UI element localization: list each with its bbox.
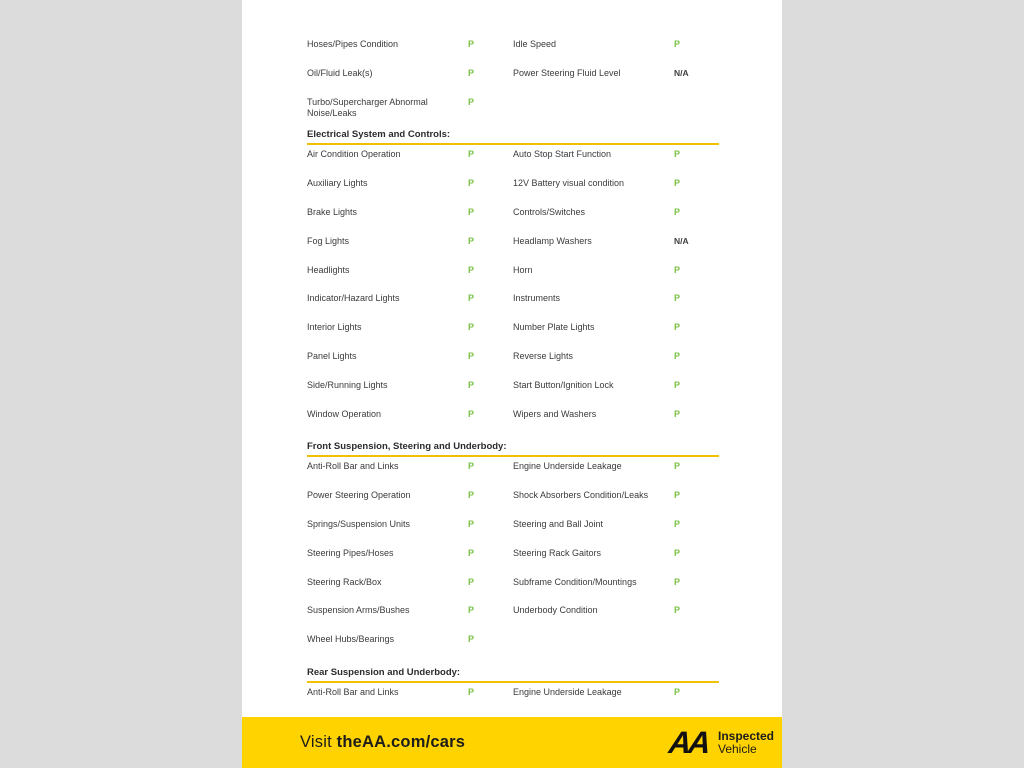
check-item-label: Wheel Hubs/Bearings xyxy=(307,634,395,645)
check-item-label: Headlights xyxy=(307,264,350,275)
check-item-label: Engine Underside Leakage xyxy=(513,686,622,697)
check-status-pass: P xyxy=(674,408,681,419)
check-item-label: Auto Stop Start Function xyxy=(513,149,612,160)
check-item-label: Air Condition Operation xyxy=(307,149,401,160)
check-status-pass: P xyxy=(468,576,475,587)
checklist-row xyxy=(307,205,719,234)
check-status-pass: P xyxy=(468,264,475,275)
check-status-pass: P xyxy=(468,408,475,419)
check-status-pass: P xyxy=(674,518,681,529)
check-item-label: Subframe Condition/Mountings xyxy=(513,576,637,587)
badge-title: Inspected xyxy=(717,728,774,743)
checklist-row xyxy=(307,517,719,546)
check-status-pass: P xyxy=(674,178,681,189)
checklist-row xyxy=(307,176,719,205)
check-item-label: Shock Absorbers Condition/Leaks xyxy=(513,490,649,501)
check-item-label: Anti-Roll Bar and Links xyxy=(307,686,399,697)
checklist-row xyxy=(307,349,719,378)
check-item-label: Brake Lights xyxy=(307,206,358,217)
badge-subtitle: Vehicle xyxy=(717,741,757,756)
footer-bar xyxy=(242,717,782,768)
check-item-label: Power Steering Operation xyxy=(307,490,411,501)
checklist-row xyxy=(307,685,719,714)
check-status-pass: P xyxy=(674,490,681,501)
check-status-pass: P xyxy=(468,178,475,189)
checklist-row xyxy=(307,95,719,124)
check-item-label: Number Plate Lights xyxy=(513,322,595,333)
check-item-label: Fog Lights xyxy=(307,235,350,246)
check-item-label: Idle Speed xyxy=(513,39,557,49)
check-item-label: Power Steering Fluid Level xyxy=(513,67,621,78)
check-item-label: Engine Underside Leakage xyxy=(513,461,622,472)
check-item-label: Panel Lights xyxy=(307,350,357,361)
check-status-pass: P xyxy=(674,686,681,697)
check-status-pass: P xyxy=(674,379,681,390)
check-item-label: Anti-Roll Bar and Links xyxy=(307,461,399,472)
check-item-label: Instruments xyxy=(513,293,561,304)
checklist-row xyxy=(307,488,719,517)
check-status-pass: P xyxy=(468,67,475,78)
check-status-pass: P xyxy=(468,518,475,529)
checklist-row xyxy=(307,546,719,575)
check-item-label: Auxiliary Lights xyxy=(307,178,368,189)
checklist-row xyxy=(307,147,719,176)
check-item-label: Reverse Lights xyxy=(513,350,574,361)
check-status-pass: P xyxy=(468,686,475,697)
checklist-row xyxy=(307,37,719,66)
check-status-pass: P xyxy=(674,576,681,587)
check-item-label: Indicator/Hazard Lights xyxy=(307,293,400,304)
check-status-na: N/A xyxy=(674,67,689,78)
checklist-row xyxy=(307,378,719,407)
inspected-vehicle-badge xyxy=(669,727,774,758)
check-item-label: Steering and Ball Joint xyxy=(513,518,604,529)
checklist-row xyxy=(307,263,719,292)
check-status-pass: P xyxy=(674,350,681,361)
check-status-pass: P xyxy=(468,149,475,160)
check-item-label: Horn xyxy=(513,264,533,275)
inspection-report-page xyxy=(242,0,782,768)
checklist-row xyxy=(307,603,719,632)
check-status-pass: P xyxy=(674,293,681,304)
aa-logo: AA xyxy=(667,725,710,760)
check-item-label: Window Operation xyxy=(307,408,382,419)
check-status-pass: P xyxy=(468,322,475,333)
check-status-pass: P xyxy=(468,235,475,246)
check-status-pass: P xyxy=(468,293,475,304)
check-item-label: Steering Rack/Box xyxy=(307,576,382,587)
check-item-label: Interior Lights xyxy=(307,322,362,333)
checklist-row xyxy=(307,632,719,661)
check-status-pass: P xyxy=(468,490,475,501)
section-header: Electrical System and Controls: xyxy=(307,129,719,145)
section-header: Front Suspension, Steering and Underbody: xyxy=(307,441,719,457)
badge-text xyxy=(718,730,774,756)
visit-prefix: Visit xyxy=(300,733,337,751)
check-item-label: Hoses/Pipes Condition xyxy=(307,39,399,49)
check-item-label: Headlamp Washers xyxy=(513,235,592,246)
checklist-row xyxy=(307,291,719,320)
check-status-pass: P xyxy=(674,149,681,160)
check-item-label: Suspension Arms/Bushes xyxy=(307,605,410,616)
check-status-na: N/A xyxy=(674,235,689,246)
check-item-label: Wipers and Washers xyxy=(513,408,597,419)
checklist-row xyxy=(307,66,719,95)
check-status-pass: P xyxy=(468,605,475,616)
check-status-pass: P xyxy=(468,206,475,217)
check-item-label: Oil/Fluid Leak(s) xyxy=(307,67,373,78)
check-item-label: Springs/Suspension Units xyxy=(307,518,411,529)
check-item-label: Start Button/Ignition Lock xyxy=(513,379,614,390)
check-item-label: Turbo/Supercharger Abnormal Noise/Leaks xyxy=(307,96,428,118)
check-status-pass: P xyxy=(468,39,475,49)
check-item-label: Underbody Condition xyxy=(513,605,598,616)
check-status-pass: P xyxy=(468,350,475,361)
check-status-pass: P xyxy=(468,461,475,472)
checklist-row xyxy=(307,234,719,263)
check-status-pass: P xyxy=(674,547,681,558)
checklist-row xyxy=(307,575,719,604)
checklist xyxy=(242,0,782,714)
check-status-pass: P xyxy=(674,461,681,472)
check-status-pass: P xyxy=(674,322,681,333)
check-status-pass: P xyxy=(468,96,475,107)
check-item-label: 12V Battery visual condition xyxy=(513,178,625,189)
section-header: Rear Suspension and Underbody: xyxy=(307,667,719,683)
check-status-pass: P xyxy=(674,264,681,275)
checklist-row xyxy=(307,320,719,349)
check-item-label: Controls/Switches xyxy=(513,206,586,217)
check-status-pass: P xyxy=(674,605,681,616)
checklist-row xyxy=(307,459,719,488)
check-status-pass: P xyxy=(674,206,681,217)
check-status-pass: P xyxy=(468,547,475,558)
check-status-pass: P xyxy=(468,634,475,645)
check-item-label: Steering Pipes/Hoses xyxy=(307,547,394,558)
check-item-label: Steering Rack Gaitors xyxy=(513,547,602,558)
visit-text xyxy=(300,733,465,752)
aa-cars-link[interactable]: theAA.com/cars xyxy=(336,733,466,751)
check-status-pass: P xyxy=(674,39,681,49)
checklist-row xyxy=(307,407,719,436)
check-status-pass: P xyxy=(468,379,475,390)
check-item-label: Side/Running Lights xyxy=(307,379,388,390)
